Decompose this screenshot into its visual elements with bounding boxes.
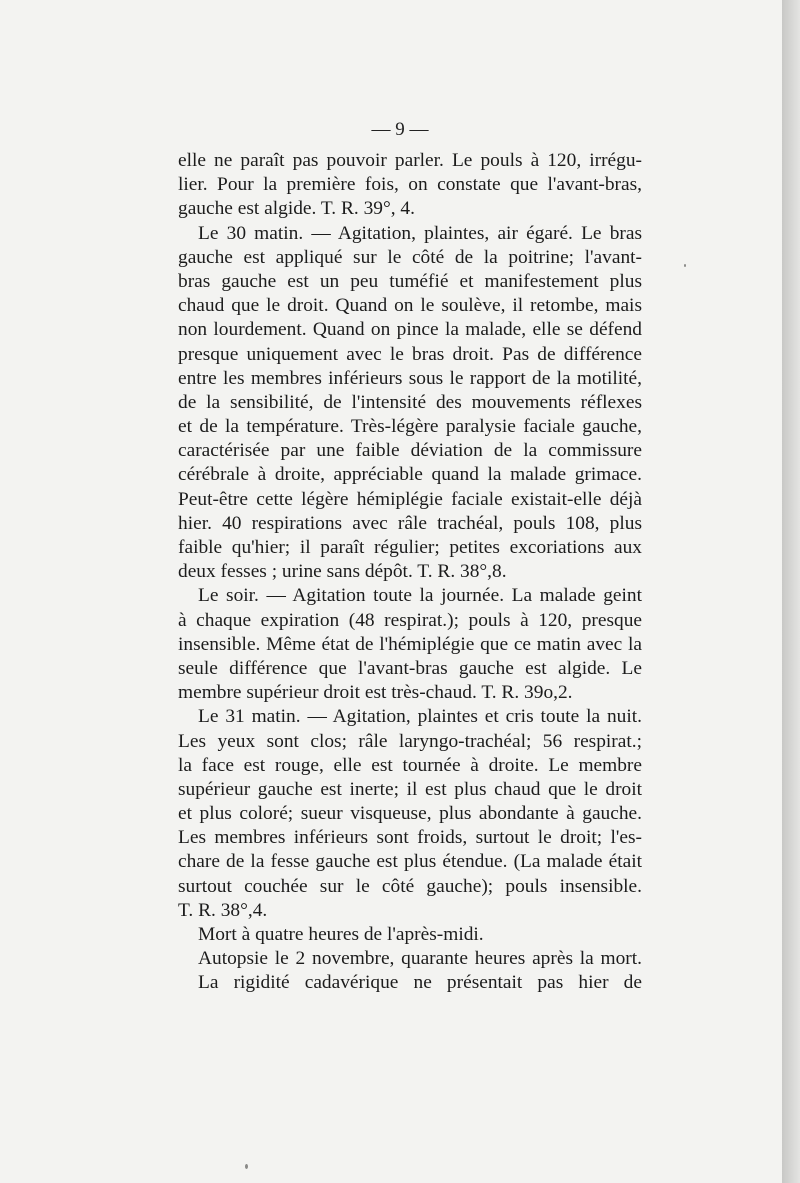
- page-number: — 9 —: [371, 119, 429, 140]
- text-line: lier. Pour la première fois, on constate que l'avant-bras,: [178, 174, 642, 196]
- text-line: insensible. Même état de l'hémiplégie que ce matin avec la: [178, 633, 642, 655]
- text-line: deux fesses ; urine sans dépôt. T. R. 38°,8.: [178, 561, 507, 583]
- text-line: Autopsie le 2 novembre, quarante heures après la mort.: [198, 948, 642, 970]
- ink-speck: [684, 264, 686, 267]
- text-line: Mort à quatre heures de l'après-midi.: [198, 924, 484, 945]
- text-line: Le 31 matin. — Agitation, plaintes et cris toute la nuit.: [198, 706, 642, 728]
- text-line: La rigidité cadavérique ne présentait pas hier de: [198, 972, 642, 994]
- text-line: chare de la fesse gauche est plus étendue. (La malade était: [178, 851, 642, 873]
- text-line: T. R. 38°,4.: [178, 899, 268, 921]
- text-line: cérébrale à droite, appréciable quand la malade grimace.: [178, 464, 642, 486]
- text-line: non lourdement. Quand on pince la malade, elle se défend: [178, 319, 642, 341]
- text-line: hier. 40 respirations avec râle trachéal, pouls 108, plus: [178, 512, 642, 534]
- text-line: membre supérieur droit est très-chaud. T. R. 39o,2.: [178, 682, 573, 704]
- text-line: Le 30 matin. — Agitation, plaintes, air égaré. Le bras: [198, 222, 642, 244]
- text-line: Les yeux sont clos; râle laryngo-trachéal; 56 respirat.;: [178, 730, 642, 752]
- page-edge: [782, 0, 800, 1183]
- text-line: supérieur gauche est inerte; il est plus chaud que le droit: [178, 778, 642, 800]
- ink-speck: [245, 1164, 248, 1169]
- text-line: seule différence que l'avant-bras gauche est algide. Le: [178, 657, 642, 679]
- body-text: [178, 149, 642, 996]
- text-line: chaud que le droit. Quand on le soulève, il retombe, mais: [178, 295, 642, 317]
- text-line: surtout couchée sur le côté gauche); pouls insensible.: [178, 875, 642, 897]
- text-line: Les membres inférieurs sont froids, surtout le droit; l'es-: [178, 827, 642, 849]
- text-line: gauche est appliqué sur le côté de la poitrine; l'avant-: [178, 246, 642, 268]
- text-line: et de la température. Très-légère paralysie faciale gauche,: [178, 416, 642, 438]
- text-line: elle ne paraît pas pouvoir parler. Le pouls à 120, irrégu-: [178, 150, 642, 171]
- text-line: et plus coloré; sueur visqueuse, plus abondante à gauche.: [178, 803, 642, 825]
- text-line: faible qu'hier; il paraît régulier; petites excoriations aux: [178, 537, 642, 558]
- text-line: à chaque expiration (48 respirat.); pouls à 120, presque: [178, 609, 642, 631]
- text-line: bras gauche est un peu tuméfié et manifestement plus: [178, 270, 642, 292]
- text-line: gauche est algide. T. R. 39°, 4.: [178, 198, 415, 220]
- text-line: de la sensibilité, de l'intensité des mouvements réflexes: [178, 391, 642, 413]
- text-line: caractérisée par une faible déviation de la commissure: [178, 440, 642, 462]
- text-line: entre les membres inférieurs sous le rapport de la motilité,: [178, 367, 642, 389]
- text-line: Peut-être cette légère hémiplégie faciale existait-elle déjà: [178, 488, 642, 510]
- text-line: presque uniquement avec le bras droit. Pas de différence: [178, 343, 642, 365]
- text-line: Le soir. — Agitation toute la journée. La malade geint: [198, 585, 642, 607]
- text-line: la face est rouge, elle est tournée à droite. Le membre: [178, 754, 642, 776]
